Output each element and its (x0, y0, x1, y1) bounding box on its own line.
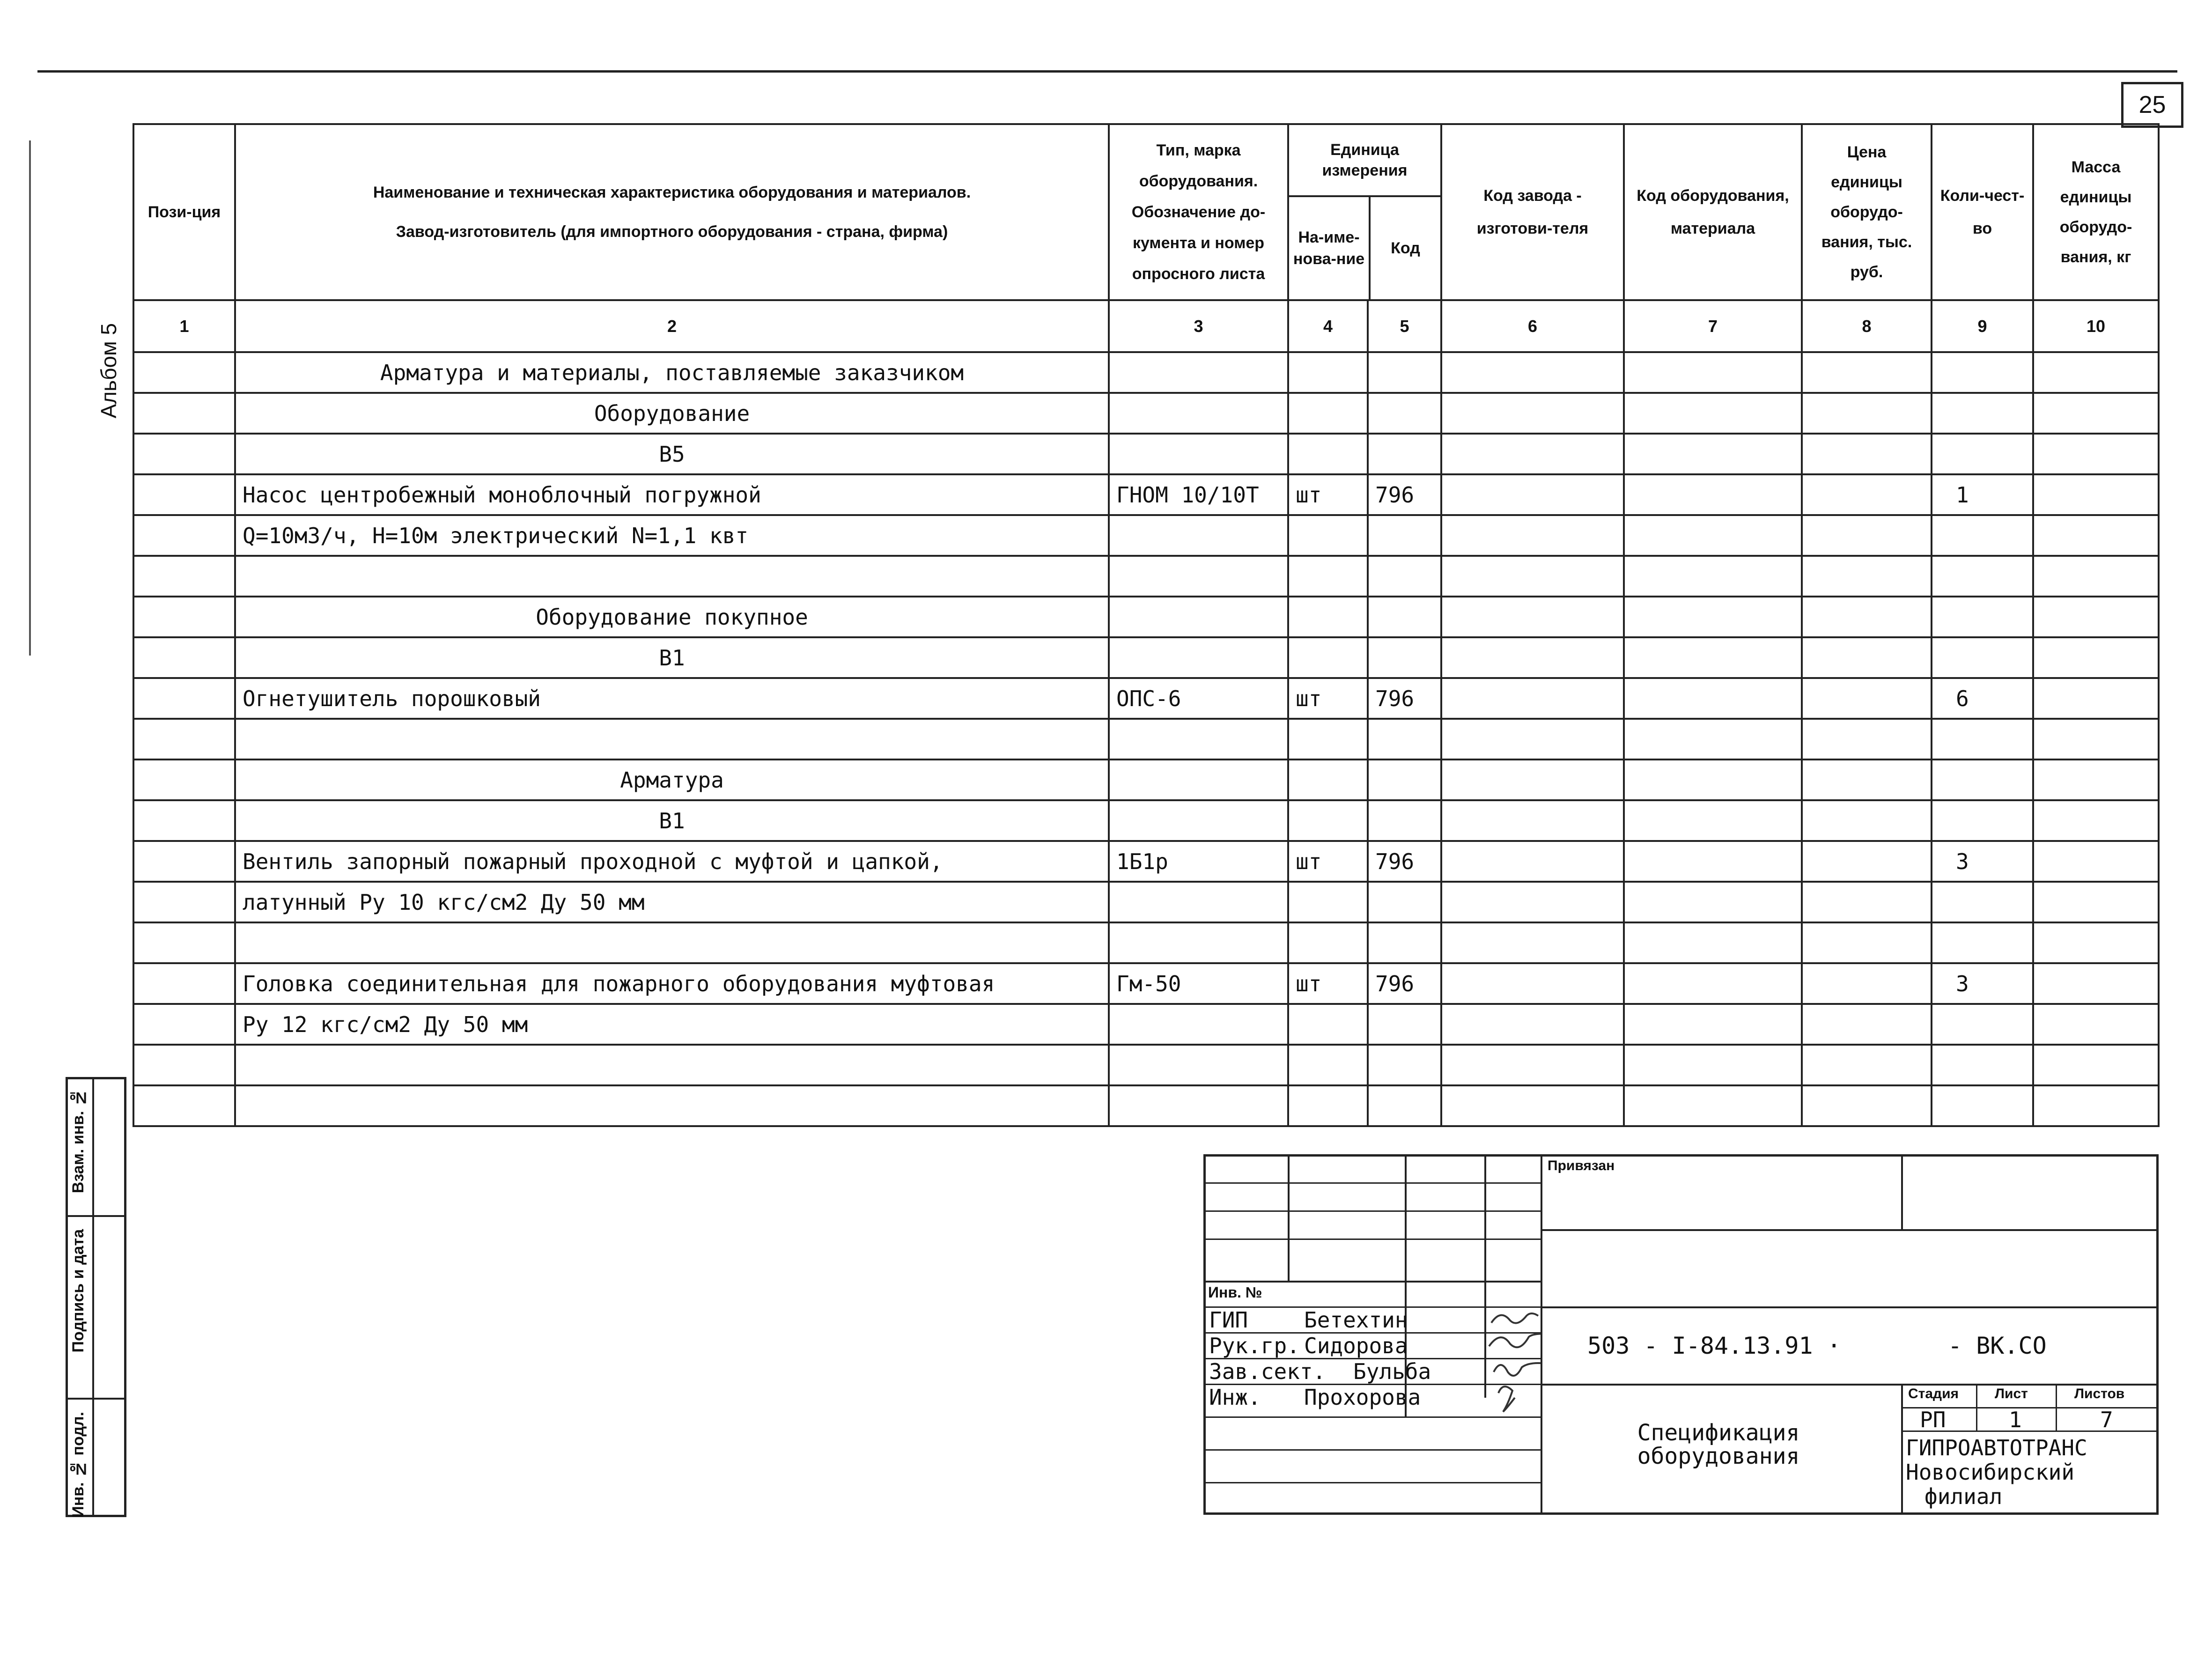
cell-name (235, 556, 1109, 597)
cell-equipment-code (1624, 841, 1802, 882)
cell-position (133, 1004, 235, 1045)
cell-type (1109, 1085, 1288, 1126)
cell-equipment-code (1624, 393, 1802, 434)
cell-equipment-code (1624, 882, 1802, 922)
cell-position (133, 963, 235, 1004)
cell-unit-code: 796 (1368, 678, 1441, 719)
cell-unit-code (1368, 1004, 1441, 1045)
cell-unit (1288, 1004, 1368, 1045)
cell-price (1802, 515, 1932, 556)
sheet-value: 1 (2009, 1407, 2022, 1432)
cell-unit (1288, 1045, 1368, 1085)
document-suffix: - ВК.СО (1948, 1332, 2047, 1359)
cell-quantity (1932, 515, 2033, 556)
cell-type: ОПС-6 (1109, 678, 1288, 719)
cell-position (133, 841, 235, 882)
cell-unit: шт (1288, 678, 1368, 719)
cell-mass (2033, 556, 2159, 597)
cell-quantity (1932, 556, 2033, 597)
cell-position (133, 800, 235, 841)
cell-position (133, 882, 235, 922)
cell-factory-code (1441, 922, 1624, 963)
cell-factory-code (1441, 556, 1624, 597)
cell-price (1802, 556, 1932, 597)
header-equipment-code: Код оборудования, материала (1624, 124, 1802, 300)
cell-type (1109, 759, 1288, 800)
cell-name: Вентиль запорный пожарный проходной с муфтой и цапкой, (235, 841, 1109, 882)
table-row (133, 719, 2159, 759)
cell-quantity: 6 (1932, 678, 2033, 719)
cell-quantity (1932, 637, 2033, 678)
cell-unit (1288, 882, 1368, 922)
cell-factory-code (1441, 678, 1624, 719)
cell-mass (2033, 963, 2159, 1004)
header-unit: Единица измерения (1289, 125, 1440, 197)
document-code: 503 - I-84.13.91 · (1587, 1332, 1841, 1359)
side-stamp-box (66, 1077, 126, 1517)
cell-factory-code (1441, 1085, 1624, 1126)
cell-type (1109, 434, 1288, 474)
cell-unit (1288, 556, 1368, 597)
cell-unit-code (1368, 393, 1441, 434)
cell-price (1802, 434, 1932, 474)
cell-quantity (1932, 1085, 2033, 1126)
cell-type (1109, 1004, 1288, 1045)
cell-unit-code (1368, 800, 1441, 841)
cell-quantity (1932, 597, 2033, 637)
cell-type (1109, 922, 1288, 963)
cell-factory-code (1441, 1045, 1624, 1085)
sheet-label: Лист (1995, 1386, 2028, 1401)
cell-price (1802, 393, 1932, 434)
cell-equipment-code (1624, 1045, 1802, 1085)
cell-position (133, 678, 235, 719)
cell-quantity (1932, 719, 2033, 759)
cell-unit (1288, 393, 1368, 434)
cell-factory-code (1441, 637, 1624, 678)
cell-price (1802, 1085, 1932, 1126)
stage-label: Стадия (1908, 1386, 1959, 1401)
cell-name: Насос центробежный моноблочный погружной (235, 474, 1109, 515)
cell-type (1109, 352, 1288, 393)
cell-unit-code: 796 (1368, 841, 1441, 882)
name-zav: Бульба (1353, 1359, 1431, 1384)
header-price: Цена единицы оборудо-вания, тыс. руб. (1802, 124, 1932, 300)
col-num: 2 (235, 300, 1109, 352)
header-row (133, 124, 2159, 300)
inv-no-label: Инв. № (1208, 1284, 1262, 1301)
cell-type: 1Б1р (1109, 841, 1288, 882)
handwritten-signatures (1203, 1154, 1541, 1515)
cell-price (1802, 882, 1932, 922)
cell-quantity (1932, 1004, 2033, 1045)
cell-price (1802, 678, 1932, 719)
cell-unit: шт (1288, 474, 1368, 515)
title-block (1203, 1154, 2159, 1515)
cell-unit (1288, 922, 1368, 963)
cell-quantity (1932, 759, 2033, 800)
cell-position (133, 597, 235, 637)
cell-mass (2033, 515, 2159, 556)
cell-mass (2033, 1045, 2159, 1085)
cell-type (1109, 393, 1288, 434)
role-zav: Зав.сект. (1209, 1359, 1326, 1384)
cell-quantity: 1 (1932, 474, 2033, 515)
cell-type (1109, 882, 1288, 922)
specification-table (133, 123, 2160, 1127)
header-position: Пози-ция (133, 124, 235, 300)
table-row (133, 963, 2159, 1004)
cell-mass (2033, 474, 2159, 515)
header-unit-group (1288, 124, 1441, 300)
table-row (133, 352, 2159, 393)
header-mass: Масса единицы оборудо-вания, кг (2033, 124, 2159, 300)
table-row (133, 556, 2159, 597)
cell-unit-code: 796 (1368, 963, 1441, 1004)
cell-position (133, 556, 235, 597)
cell-unit (1288, 719, 1368, 759)
cell-type (1109, 1045, 1288, 1085)
side-label-vzam: Взам. инв. № (69, 1089, 87, 1194)
header-unit-name: На-име-нова-ние (1289, 197, 1371, 299)
name-gip: Бетехтин (1304, 1307, 1408, 1333)
cell-position (133, 637, 235, 678)
top-rule (37, 70, 2177, 73)
cell-price (1802, 841, 1932, 882)
cell-name: В1 (235, 637, 1109, 678)
cell-mass (2033, 719, 2159, 759)
side-label-inv: Инв. № подл. (69, 1412, 87, 1518)
cell-name: Арматура (235, 759, 1109, 800)
cell-position (133, 393, 235, 434)
cell-name: Головка соединительная для пожарного оборудования муфтовая (235, 963, 1109, 1004)
cell-quantity: 3 (1932, 963, 2033, 1004)
cell-equipment-code (1624, 922, 1802, 963)
document-title: Спецификация оборудования (1637, 1420, 1800, 1469)
stage-value: РП (1920, 1407, 1946, 1432)
cell-quantity (1932, 800, 2033, 841)
table-row (133, 434, 2159, 474)
col-num: 7 (1624, 300, 1802, 352)
cell-equipment-code (1624, 759, 1802, 800)
cell-price (1802, 759, 1932, 800)
header-quantity: Коли-чест-во (1932, 124, 2033, 300)
cell-unit-code (1368, 719, 1441, 759)
cell-equipment-code (1624, 800, 1802, 841)
cell-unit-code (1368, 1045, 1441, 1085)
cell-unit-code (1368, 515, 1441, 556)
cell-unit-code (1368, 759, 1441, 800)
cell-unit-code (1368, 1085, 1441, 1126)
cell-factory-code (1441, 393, 1624, 434)
cell-position (133, 922, 235, 963)
sheets-label: Листов (2074, 1386, 2125, 1401)
cell-factory-code (1441, 474, 1624, 515)
table-row (133, 637, 2159, 678)
cell-name: латунный Ру 10 кгс/см2 Ду 50 мм (235, 882, 1109, 922)
cell-mass (2033, 882, 2159, 922)
binding-margin-line (29, 140, 31, 656)
name-inzh: Прохорова (1304, 1385, 1421, 1410)
cell-type: ГНОМ 10/10Т (1109, 474, 1288, 515)
privyazan-label: Привязан (1548, 1158, 1615, 1173)
page-number: 25 (2121, 82, 2183, 128)
cell-name (235, 922, 1109, 963)
cell-unit (1288, 637, 1368, 678)
cell-mass (2033, 678, 2159, 719)
cell-mass (2033, 434, 2159, 474)
cell-name: Ру 12 кгс/см2 Ду 50 мм (235, 1004, 1109, 1045)
cell-unit (1288, 515, 1368, 556)
cell-position (133, 434, 235, 474)
cell-price (1802, 352, 1932, 393)
cell-name (235, 1045, 1109, 1085)
table-row (133, 800, 2159, 841)
cell-unit-code (1368, 597, 1441, 637)
cell-unit: шт (1288, 841, 1368, 882)
header-type: Тип, марка оборудования. Обозначение до-кумента и номер опросного листа (1109, 124, 1288, 300)
cell-factory-code (1441, 352, 1624, 393)
table-row (133, 1085, 2159, 1126)
cell-unit-code (1368, 922, 1441, 963)
name-ruk: Сидорова (1304, 1333, 1408, 1358)
cell-unit (1288, 597, 1368, 637)
role-gip: ГИП (1209, 1307, 1248, 1333)
cell-position (133, 515, 235, 556)
cell-name: Огнетушитель порошковый (235, 678, 1109, 719)
cell-quantity (1932, 922, 2033, 963)
cell-unit-code (1368, 637, 1441, 678)
cell-mass (2033, 352, 2159, 393)
cell-unit-code: 796 (1368, 474, 1441, 515)
cell-unit (1288, 352, 1368, 393)
cell-equipment-code (1624, 556, 1802, 597)
cell-position (133, 352, 235, 393)
cell-unit: шт (1288, 963, 1368, 1004)
cell-type (1109, 556, 1288, 597)
cell-type (1109, 597, 1288, 637)
table-row (133, 515, 2159, 556)
cell-price (1802, 963, 1932, 1004)
cell-position (133, 474, 235, 515)
cell-equipment-code (1624, 1004, 1802, 1045)
column-number-row (133, 300, 2159, 352)
table-row (133, 882, 2159, 922)
cell-mass (2033, 841, 2159, 882)
cell-equipment-code (1624, 597, 1802, 637)
col-num: 8 (1802, 300, 1932, 352)
org-line3: филиал (1924, 1484, 2003, 1509)
cell-unit (1288, 759, 1368, 800)
cell-price (1802, 800, 1932, 841)
cell-name (235, 1085, 1109, 1126)
cell-position (133, 1085, 235, 1126)
cell-mass (2033, 1004, 2159, 1045)
cell-factory-code (1441, 882, 1624, 922)
cell-price (1802, 1004, 1932, 1045)
cell-mass (2033, 800, 2159, 841)
cell-unit-code (1368, 882, 1441, 922)
role-ruk: Рук.гр. (1209, 1333, 1300, 1358)
cell-factory-code (1441, 1004, 1624, 1045)
cell-unit (1288, 434, 1368, 474)
cell-unit (1288, 800, 1368, 841)
cell-mass (2033, 637, 2159, 678)
header-name-line2: Завод-изготовитель (для импортного оборудования - страна, фирма) (396, 223, 948, 241)
cell-name: Q=10м3/ч, Н=10м электрический N=1,1 квт (235, 515, 1109, 556)
cell-price (1802, 474, 1932, 515)
cell-equipment-code (1624, 963, 1802, 1004)
cell-position (133, 719, 235, 759)
cell-mass (2033, 597, 2159, 637)
cell-unit-code (1368, 556, 1441, 597)
cell-type (1109, 637, 1288, 678)
col-num: 4 (1288, 300, 1368, 352)
cell-equipment-code (1624, 515, 1802, 556)
cell-name: Оборудование (235, 393, 1109, 434)
cell-position (133, 759, 235, 800)
cell-type (1109, 515, 1288, 556)
side-label-podpis: Подпись и дата (69, 1229, 87, 1353)
cell-equipment-code (1624, 474, 1802, 515)
cell-factory-code (1441, 759, 1624, 800)
cell-equipment-code (1624, 719, 1802, 759)
table-row (133, 841, 2159, 882)
cell-price (1802, 922, 1932, 963)
cell-name: Оборудование покупное (235, 597, 1109, 637)
cell-factory-code (1441, 434, 1624, 474)
col-num: 6 (1441, 300, 1624, 352)
role-inzh: Инж. (1209, 1385, 1261, 1410)
cell-mass (2033, 759, 2159, 800)
cell-unit (1288, 1085, 1368, 1126)
cell-equipment-code (1624, 1085, 1802, 1126)
cell-price (1802, 597, 1932, 637)
cell-factory-code (1441, 963, 1624, 1004)
cell-type (1109, 719, 1288, 759)
album-label: Альбом 5 (96, 323, 121, 419)
cell-quantity (1932, 434, 2033, 474)
cell-price (1802, 637, 1932, 678)
col-num: 10 (2033, 300, 2159, 352)
cell-equipment-code (1624, 434, 1802, 474)
table-row (133, 678, 2159, 719)
cell-price (1802, 719, 1932, 759)
col-num: 1 (133, 300, 235, 352)
cell-factory-code (1441, 515, 1624, 556)
cell-factory-code (1441, 841, 1624, 882)
table-row (133, 759, 2159, 800)
table-row (133, 393, 2159, 434)
header-name (235, 124, 1109, 300)
cell-equipment-code (1624, 637, 1802, 678)
cell-factory-code (1441, 800, 1624, 841)
cell-mass (2033, 922, 2159, 963)
cell-quantity (1932, 393, 2033, 434)
cell-name: В5 (235, 434, 1109, 474)
cell-factory-code (1441, 597, 1624, 637)
table-row (133, 1004, 2159, 1045)
cell-name (235, 719, 1109, 759)
cell-type (1109, 800, 1288, 841)
cell-quantity (1932, 352, 2033, 393)
cell-name: В1 (235, 800, 1109, 841)
col-num: 3 (1109, 300, 1288, 352)
cell-type: Гм-50 (1109, 963, 1288, 1004)
cell-equipment-code (1624, 352, 1802, 393)
cell-mass (2033, 1085, 2159, 1126)
table-row (133, 597, 2159, 637)
table-row (133, 1045, 2159, 1085)
col-num: 9 (1932, 300, 2033, 352)
header-unit-code: Код (1391, 239, 1420, 257)
cell-quantity: 3 (1932, 841, 2033, 882)
cell-unit-code (1368, 434, 1441, 474)
cell-mass (2033, 393, 2159, 434)
table-row (133, 474, 2159, 515)
cell-quantity (1932, 1045, 2033, 1085)
header-factory-code: Код завода - изготови-теля (1441, 124, 1624, 300)
cell-price (1802, 1045, 1932, 1085)
cell-factory-code (1441, 719, 1624, 759)
header-name-line1: Наименование и техническая характеристика оборудования и материалов. (373, 184, 971, 201)
org-line2: Новосибирский (1906, 1460, 2075, 1485)
table-body (133, 352, 2159, 1126)
sheets-value: 7 (2100, 1407, 2113, 1432)
cell-unit-code (1368, 352, 1441, 393)
table-row (133, 922, 2159, 963)
cell-name: Арматура и материалы, поставляемые заказчиком (235, 352, 1109, 393)
cell-quantity (1932, 882, 2033, 922)
cell-position (133, 1045, 235, 1085)
col-num: 5 (1368, 300, 1441, 352)
cell-equipment-code (1624, 678, 1802, 719)
org-line1: ГИПРОАВТОТРАНС (1906, 1435, 2087, 1460)
